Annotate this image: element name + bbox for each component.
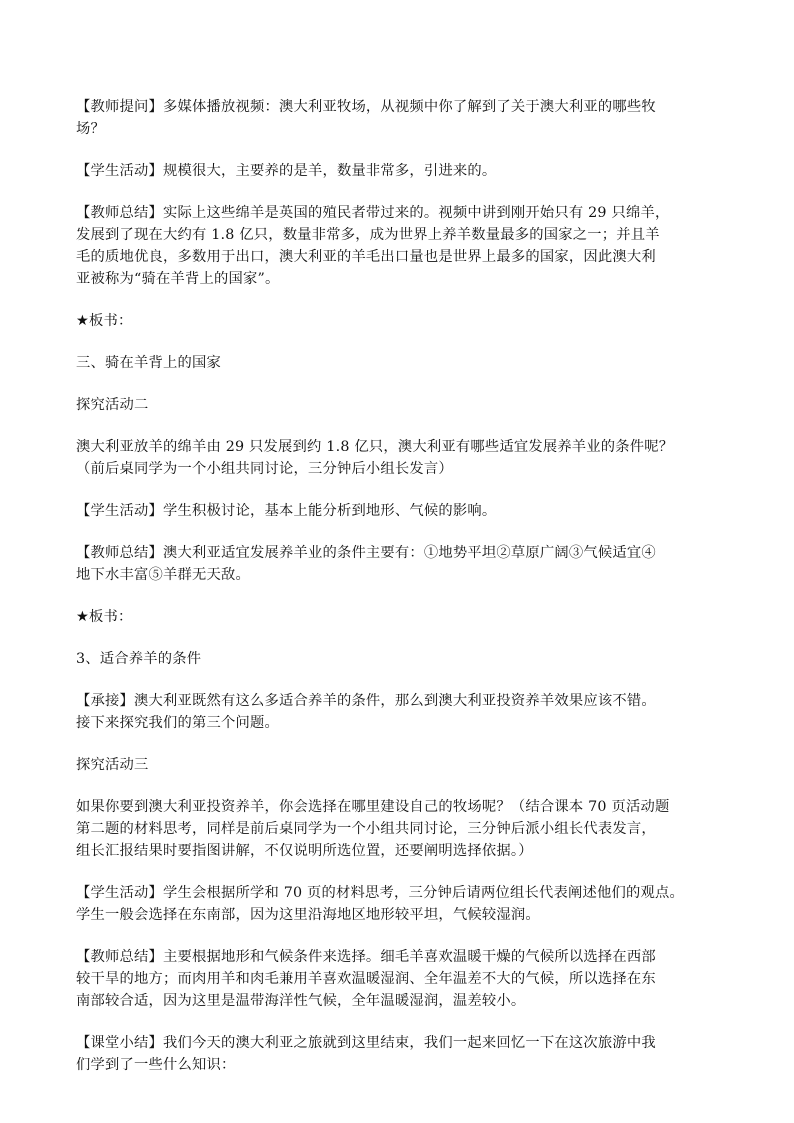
text-line: 场？ — [76, 121, 105, 137]
blackboard-label — [76, 606, 720, 628]
transition-paragraph — [76, 690, 720, 734]
text-line: 毛的质地优良，多数用于出口，澳大利亚的羊毛出口量也是世界上最多的国家，因此澳大利 — [76, 249, 656, 265]
activity-heading — [76, 394, 720, 416]
student-activity-paragraph — [76, 500, 720, 522]
text-line: 澳大利亚放羊的绵羊由 29 只发展到约 1.8 亿只，澳大利亚有哪些适宜发展养羊业的条件呢？ — [76, 439, 674, 455]
text-line: 【学生活动】规模很大，主要养的是羊，数量非常多，引进来的。 — [76, 163, 497, 179]
student-activity-paragraph — [76, 160, 720, 182]
text-line: 南部较合适，因为这里是温带海洋性气候，全年温暖湿润，温差较小。 — [76, 993, 526, 1009]
text-line: 接下来探究我们的第三个问题。 — [76, 715, 279, 731]
text-line: 组长汇报结果时要指图讲解，不仅说明所选位置，还要阐明选择依据。） — [76, 843, 533, 859]
text-line: 如果你要到澳大利亚投资养羊，你会选择在哪里建设自己的牧场呢？（结合课本 70 页活动题 — [76, 799, 670, 815]
text-line: 探究活动三 — [76, 757, 149, 773]
text-line: 【教师总结】实际上这些绵羊是英国的殖民者带过来的。视频中讲到刚开始只有 29 只绵羊， — [76, 205, 670, 221]
text-line: （前后桌同学为一个小组共同讨论，三分钟后小组长发言） — [76, 461, 453, 477]
teacher-summary-paragraph — [76, 946, 720, 1012]
text-line: 【承接】澳大利亚既然有这么多适合养羊的条件，那么到澳大利亚投资养羊效果应该不错。 — [76, 693, 656, 709]
text-line: 【教师提问】多媒体播放视频：澳大利亚牧场，从视频中你了解到了关于澳大利亚的哪些牧 — [76, 99, 656, 115]
text-line: 3、适合养羊的条件 — [76, 651, 202, 667]
text-line: 们学到了一些什么知识： — [76, 1057, 236, 1073]
text-line: ★板书： — [76, 313, 133, 329]
question-paragraph — [76, 436, 720, 480]
text-line: 【学生活动】学生会根据所学和 70 页的材料思考，三分钟后请两位组长代表阐述他们的观点。 — [76, 885, 684, 901]
text-line: 【教师总结】主要根据地形和气候条件来选择。细毛羊喜欢温暖干燥的气候所以选择在西部 — [76, 949, 656, 965]
text-line: 【课堂小结】我们今天的澳大利亚之旅就到这里结束，我们一起来回忆一下在这次旅游中我 — [76, 1035, 656, 1051]
student-activity-paragraph — [76, 882, 720, 926]
text-line: 地下水丰富⑤羊群无天敌。 — [76, 567, 250, 583]
question-paragraph — [76, 796, 720, 862]
text-line: 【教师总结】澳大利亚适宜发展养羊业的条件主要有：①地势平坦②草原广阔③气候适宜④ — [76, 545, 656, 561]
teacher-question-paragraph — [76, 96, 720, 140]
class-summary-paragraph — [76, 1032, 720, 1076]
document-body — [76, 96, 720, 1096]
activity-heading — [76, 754, 720, 776]
section-heading — [76, 352, 720, 374]
teacher-summary-paragraph — [76, 542, 720, 586]
text-line: 探究活动二 — [76, 397, 149, 413]
blackboard-label — [76, 310, 720, 332]
text-line: 发展到了现在大约有 1.8 亿只，数量非常多，成为世界上养羊数量最多的国家之一；并且羊 — [76, 227, 660, 243]
text-line: 亚被称为“骑在羊背上的国家”。 — [76, 271, 280, 287]
text-line: 学生一般会选择在东南部，因为这里沿海地区地形较平坦，气候较湿润。 — [76, 907, 540, 923]
text-line: 三、骑在羊背上的国家 — [76, 355, 221, 371]
section-heading — [76, 648, 720, 670]
text-line: ★板书： — [76, 609, 133, 625]
text-line: 第二题的材料思考，同样是前后桌同学为一个小组共同讨论，三分钟后派小组长代表发言， — [76, 821, 656, 837]
teacher-summary-paragraph — [76, 202, 720, 290]
text-line: 【学生活动】学生积极讨论，基本上能分析到地形、气候的影响。 — [76, 503, 497, 519]
text-line: 较干旱的地方；而肉用羊和肉毛兼用羊喜欢温暖湿润、全年温差不大的气候，所以选择在东 — [76, 971, 656, 987]
